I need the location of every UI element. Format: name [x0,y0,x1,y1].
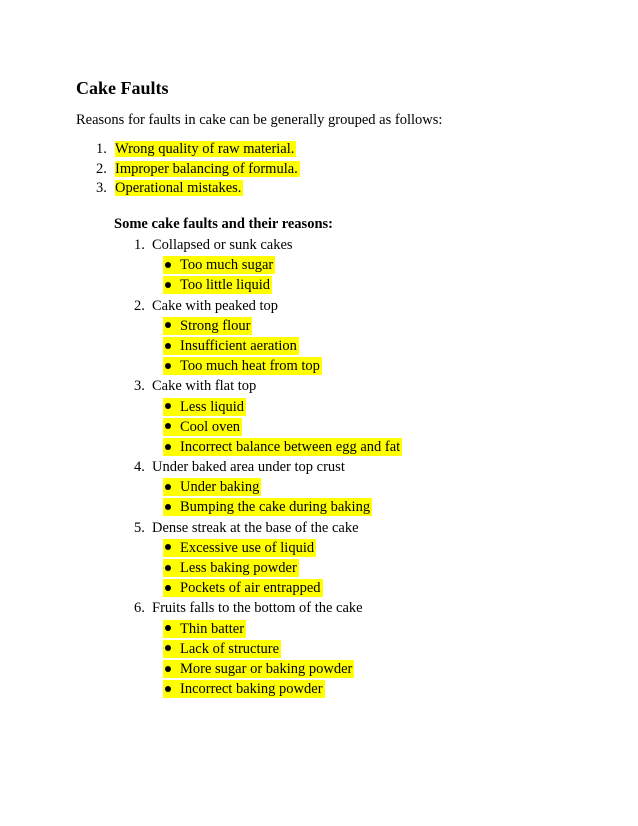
reason-text: Wrong quality of raw material. [115,141,295,157]
bullet-icon [165,444,171,450]
fault-title-text: Cake with peaked top [152,297,279,314]
fault-reason-text: Too much heat from top [180,358,320,375]
bullet-icon [165,666,171,672]
reason-number: 3. [96,180,107,196]
reason-item [96,160,300,180]
bullet-icon [165,403,171,409]
fault-reason-text: Excessive use of liquid [180,539,315,556]
highlight [163,438,402,456]
reason-item [96,179,300,199]
bullet-icon [165,484,171,490]
reason-text: Operational mistakes. [115,180,242,196]
fault-item [134,297,402,378]
fault-reason-text: Incorrect balance between egg and fat [180,438,401,455]
section-heading: Some cake faults and their reasons: [114,216,333,232]
highlight [163,680,325,698]
fault-reason-text: Cool oven [180,418,241,435]
bullet-icon [165,262,171,268]
reason-number: 2. [96,160,107,177]
fault-reason-item [134,579,402,599]
fault-reason-item [134,680,402,700]
fault-item [134,377,402,458]
reason-item [96,140,300,160]
fault-title-text: Collapsed or sunk cakes [152,237,293,253]
fault-reason-item [134,498,402,518]
highlight [163,256,275,274]
fault-reason-item [134,478,402,498]
fault-reason-text: Lack of structure [180,640,280,657]
bullet-icon [165,565,171,571]
fault-reason-item [134,256,402,276]
highlight [163,640,281,658]
highlight [163,660,354,678]
fault-reason-text: Thin batter [180,620,245,637]
fault-title [134,519,402,539]
fault-reason-item [134,337,402,357]
fault-reason-item [134,398,402,418]
fault-reasons [134,539,402,600]
reason-number: 1. [96,141,107,157]
fault-title [134,297,402,317]
fault-reason-text: Strong flour [180,317,251,334]
fault-number: 6. [134,600,145,617]
fault-reasons [134,478,402,518]
fault-reasons [134,398,402,459]
highlight [163,398,246,416]
fault-reason-item [134,418,402,438]
highlight [163,620,246,638]
reasons-list [96,140,300,199]
fault-reason-item [134,276,402,296]
fault-title [134,377,402,397]
highlight [163,559,299,577]
bullet-icon [165,343,171,349]
bullet-icon [165,625,171,631]
highlight [163,478,261,496]
fault-reason-item [134,640,402,660]
fault-reason-item [134,438,402,458]
fault-reason-text: Under baking [180,479,260,496]
highlight [163,579,323,597]
bullet-icon [165,504,171,510]
fault-reason-text: Bumping the cake during baking [180,499,371,516]
fault-reason-text: Pockets of air entrapped [180,580,321,597]
fault-number: 3. [134,378,145,395]
bullet-icon [165,544,171,550]
fault-reasons [134,256,402,296]
fault-reason-item [134,660,402,680]
fault-reasons [134,620,402,701]
fault-title [134,458,402,478]
fault-reason-text: Less baking powder [180,560,297,576]
bullet-icon [165,423,171,429]
fault-number: 4. [134,459,145,476]
fault-number: 1. [134,237,145,253]
fault-number: 2. [134,297,145,314]
bullet-icon [165,686,171,692]
fault-title-text: Dense streak at the base of the cake [152,519,359,536]
fault-number: 5. [134,519,145,536]
fault-reason-item [134,539,402,559]
fault-reason-item [134,559,402,579]
fault-reason-text: Less liquid [180,398,245,415]
reason-text: Improper balancing of formula. [115,160,298,177]
fault-reason-text: Incorrect baking powder [180,681,323,698]
fault-item [134,599,402,700]
fault-reason-item [134,620,402,640]
highlight [163,539,316,557]
fault-reason-text: Insufficient aeration [180,337,297,354]
fault-reason-item [134,357,402,377]
fault-title [134,599,402,619]
fault-item [134,519,402,600]
fault-title-text: Fruits falls to the bottom of the cake [152,600,363,617]
page-title: Cake Faults [76,78,169,98]
highlight [163,337,299,355]
bullet-icon [165,322,171,328]
fault-reason-text: Too much sugar [180,257,274,274]
fault-title-text: Cake with flat top [152,378,257,395]
intro-text: Reasons for faults in cake can be generally grouped as follows: [76,112,443,128]
fault-reason-text: Too little liquid [180,277,271,294]
highlight [163,357,322,375]
fault-title [134,236,402,256]
fault-reasons [134,317,402,378]
highlight [163,317,252,335]
fault-item [134,236,402,297]
fault-item [134,458,402,519]
bullet-icon [165,282,171,288]
highlight [163,498,372,516]
bullet-icon [165,645,171,651]
bullet-icon [165,363,171,369]
highlight [163,276,272,294]
fault-reason-text: More sugar or baking powder [180,660,353,677]
bullet-icon [165,585,171,591]
fault-title-text: Under baked area under top crust [152,459,345,476]
fault-reason-item [134,317,402,337]
faults-list [134,236,402,700]
highlight [163,418,242,436]
